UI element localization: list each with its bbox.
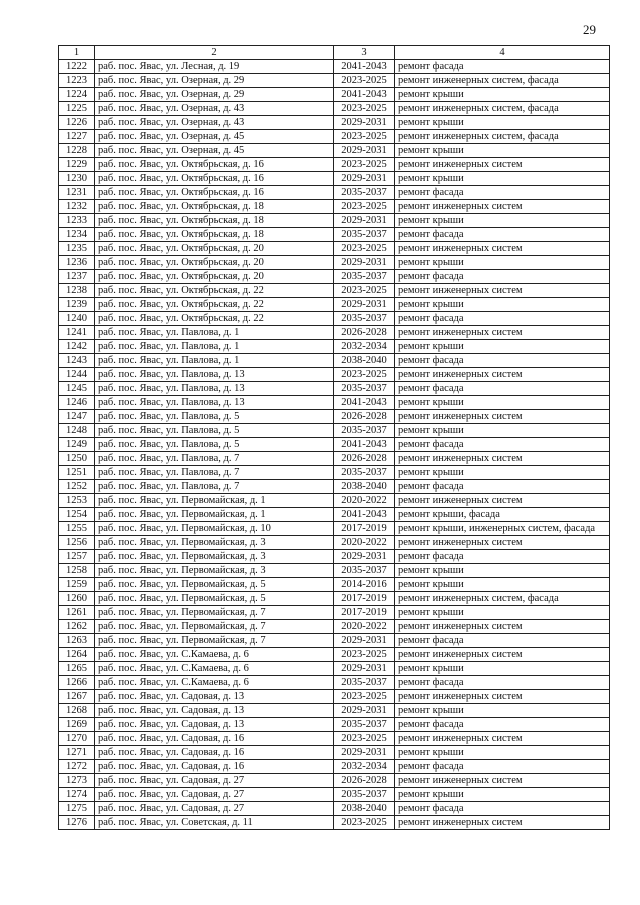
address-cell: раб. пос. Явас, ул. Октябрьская, д. 18 [95,228,334,242]
period-cell: 2029-2031 [334,662,395,676]
row-number-cell: 1268 [59,704,95,718]
address-cell: раб. пос. Явас, ул. Павлова, д. 7 [95,480,334,494]
work-type-cell: ремонт инженерных систем [395,536,610,550]
period-cell: 2035-2037 [334,186,395,200]
row-number-cell: 1270 [59,732,95,746]
table-row [59,410,610,424]
work-type-cell: ремонт крыши, фасада [395,508,610,522]
period-cell: 2026-2028 [334,774,395,788]
row-number-cell: 1259 [59,578,95,592]
period-cell: 2035-2037 [334,424,395,438]
row-number-cell: 1260 [59,592,95,606]
row-number-cell: 1231 [59,186,95,200]
work-type-cell: ремонт инженерных систем [395,242,610,256]
row-number-cell: 1222 [59,60,95,74]
table-row [59,816,610,830]
table-row [59,298,610,312]
work-type-cell: ремонт крыши [395,298,610,312]
work-type-cell: ремонт инженерных систем [395,452,610,466]
table-row [59,60,610,74]
address-cell: раб. пос. Явас, ул. Садовая, д. 16 [95,760,334,774]
address-cell: раб. пос. Явас, ул. Павлова, д. 13 [95,396,334,410]
period-cell: 2026-2028 [334,410,395,424]
row-number-cell: 1267 [59,690,95,704]
table-row [59,578,610,592]
row-number-cell: 1226 [59,116,95,130]
address-cell: раб. пос. Явас, ул. Садовая, д. 16 [95,746,334,760]
work-type-cell: ремонт фасада [395,60,610,74]
table-row [59,158,610,172]
row-number-cell: 1272 [59,760,95,774]
period-cell: 2020-2022 [334,536,395,550]
address-cell: раб. пос. Явас, ул. Павлова, д. 7 [95,466,334,480]
address-cell: раб. пос. Явас, ул. Павлова, д. 5 [95,410,334,424]
work-type-cell: ремонт инженерных систем, фасада [395,592,610,606]
address-cell: раб. пос. Явас, ул. Первомайская, д. 3 [95,550,334,564]
table-row [59,116,610,130]
work-type-cell: ремонт крыши [395,662,610,676]
row-number-cell: 1255 [59,522,95,536]
address-cell: раб. пос. Явас, ул. Садовая, д. 27 [95,774,334,788]
table-row [59,102,610,116]
row-number-cell: 1238 [59,284,95,298]
row-number-cell: 1265 [59,662,95,676]
table-row [59,732,610,746]
row-number-cell: 1242 [59,340,95,354]
period-cell: 2017-2019 [334,522,395,536]
work-type-cell: ремонт инженерных систем [395,158,610,172]
row-number-cell: 1225 [59,102,95,116]
table-row [59,522,610,536]
address-cell: раб. пос. Явас, ул. Октябрьская, д. 22 [95,312,334,326]
period-cell: 2035-2037 [334,270,395,284]
address-cell: раб. пос. Явас, ул. Первомайская, д. 7 [95,606,334,620]
period-cell: 2017-2019 [334,606,395,620]
row-number-cell: 1251 [59,466,95,480]
table-row [59,214,610,228]
work-type-cell: ремонт крыши [395,746,610,760]
table-row [59,648,610,662]
work-type-cell: ремонт инженерных систем [395,816,610,830]
row-number-cell: 1240 [59,312,95,326]
table-row [59,550,610,564]
column-header-period: 3 [334,46,395,60]
table-row [59,718,610,732]
table-row [59,536,610,550]
work-type-cell: ремонт фасада [395,802,610,816]
address-cell: раб. пос. Явас, ул. Павлова, д. 1 [95,354,334,368]
column-header-work-type: 4 [395,46,610,60]
row-number-cell: 1248 [59,424,95,438]
work-type-cell: ремонт крыши [395,466,610,480]
period-cell: 2038-2040 [334,354,395,368]
work-type-cell: ремонт крыши [395,564,610,578]
table-row [59,74,610,88]
work-type-cell: ремонт инженерных систем [395,284,610,298]
work-type-cell: ремонт фасада [395,550,610,564]
table-row [59,270,610,284]
period-cell: 2029-2031 [334,214,395,228]
table-row [59,508,610,522]
table-row [59,592,610,606]
table-row [59,438,610,452]
row-number-cell: 1236 [59,256,95,270]
period-cell: 2023-2025 [334,74,395,88]
work-type-cell: ремонт крыши [395,704,610,718]
table-row [59,144,610,158]
row-number-cell: 1241 [59,326,95,340]
address-cell: раб. пос. Явас, ул. Первомайская, д. 3 [95,536,334,550]
address-cell: раб. пос. Явас, ул. Садовая, д. 13 [95,718,334,732]
address-cell: раб. пос. Явас, ул. Первомайская, д. 5 [95,578,334,592]
work-type-cell: ремонт инженерных систем, фасада [395,130,610,144]
work-type-cell: ремонт фасада [395,354,610,368]
table-row [59,494,610,508]
row-number-cell: 1261 [59,606,95,620]
work-type-cell: ремонт крыши [395,172,610,186]
table-row [59,620,610,634]
period-cell: 2029-2031 [334,144,395,158]
address-cell: раб. пос. Явас, ул. Октябрьская, д. 20 [95,270,334,284]
row-number-cell: 1256 [59,536,95,550]
period-cell: 2029-2031 [334,550,395,564]
period-cell: 2035-2037 [334,676,395,690]
table-row [59,788,610,802]
table-row [59,424,610,438]
row-number-cell: 1224 [59,88,95,102]
period-cell: 2023-2025 [334,242,395,256]
table-body [59,60,610,830]
work-type-cell: ремонт инженерных систем [395,326,610,340]
address-cell: раб. пос. Явас, ул. Садовая, д. 16 [95,732,334,746]
address-cell: раб. пос. Явас, ул. Садовая, д. 27 [95,788,334,802]
table-row [59,186,610,200]
row-number-cell: 1252 [59,480,95,494]
address-cell: раб. пос. Явас, ул. Садовая, д. 13 [95,704,334,718]
period-cell: 2038-2040 [334,480,395,494]
address-cell: раб. пос. Явас, ул. Октябрьская, д. 22 [95,298,334,312]
row-number-cell: 1258 [59,564,95,578]
address-cell: раб. пос. Явас, ул. Октябрьская, д. 16 [95,172,334,186]
address-cell: раб. пос. Явас, ул. Октябрьская, д. 18 [95,214,334,228]
row-number-cell: 1245 [59,382,95,396]
period-cell: 2035-2037 [334,788,395,802]
table-row [59,760,610,774]
address-cell: раб. пос. Явас, ул. Лесная, д. 19 [95,60,334,74]
work-type-cell: ремонт крыши [395,340,610,354]
work-type-cell: ремонт фасада [395,186,610,200]
address-cell: раб. пос. Явас, ул. Советская, д. 11 [95,816,334,830]
period-cell: 2035-2037 [334,564,395,578]
work-type-cell: ремонт крыши [395,606,610,620]
period-cell: 2035-2037 [334,228,395,242]
period-cell: 2026-2028 [334,452,395,466]
work-type-cell: ремонт инженерных систем [395,732,610,746]
work-type-cell: ремонт фасада [395,228,610,242]
address-cell: раб. пос. Явас, ул. Первомайская, д. 7 [95,620,334,634]
period-cell: 2032-2034 [334,340,395,354]
row-number-cell: 1274 [59,788,95,802]
row-number-cell: 1228 [59,144,95,158]
work-type-cell: ремонт инженерных систем [395,648,610,662]
table-row [59,326,610,340]
row-number-cell: 1246 [59,396,95,410]
table-row [59,368,610,382]
work-type-cell: ремонт крыши [395,424,610,438]
period-cell: 2035-2037 [334,312,395,326]
table-row [59,396,610,410]
table-row [59,452,610,466]
address-cell: раб. пос. Явас, ул. Октябрьская, д. 22 [95,284,334,298]
work-type-cell: ремонт крыши [395,144,610,158]
work-type-cell: ремонт крыши [395,88,610,102]
table-row [59,466,610,480]
address-cell: раб. пос. Явас, ул. Первомайская, д. 10 [95,522,334,536]
period-cell: 2041-2043 [334,396,395,410]
table-row [59,662,610,676]
row-number-cell: 1244 [59,368,95,382]
table-row [59,802,610,816]
table-row [59,606,610,620]
address-cell: раб. пос. Явас, ул. Садовая, д. 13 [95,690,334,704]
row-number-cell: 1275 [59,802,95,816]
row-number-cell: 1276 [59,816,95,830]
work-type-cell: ремонт фасада [395,480,610,494]
address-cell: раб. пос. Явас, ул. Павлова, д. 5 [95,424,334,438]
period-cell: 2032-2034 [334,760,395,774]
address-cell: раб. пос. Явас, ул. Озерная, д. 43 [95,102,334,116]
row-number-cell: 1262 [59,620,95,634]
period-cell: 2014-2016 [334,578,395,592]
row-number-cell: 1266 [59,676,95,690]
address-cell: раб. пос. Явас, ул. Октябрьская, д. 18 [95,200,334,214]
repair-schedule-table [58,45,610,830]
work-type-cell: ремонт фасада [395,438,610,452]
period-cell: 2023-2025 [334,200,395,214]
work-type-cell: ремонт инженерных систем [395,774,610,788]
table-row [59,172,610,186]
address-cell: раб. пос. Явас, ул. С.Камаева, д. 6 [95,662,334,676]
address-cell: раб. пос. Явас, ул. Октябрьская, д. 16 [95,158,334,172]
address-cell: раб. пос. Явас, ул. Озерная, д. 29 [95,74,334,88]
row-number-cell: 1257 [59,550,95,564]
row-number-cell: 1232 [59,200,95,214]
period-cell: 2023-2025 [334,732,395,746]
work-type-cell: ремонт фасада [395,312,610,326]
table-row [59,256,610,270]
period-cell: 2029-2031 [334,634,395,648]
table-row [59,774,610,788]
work-type-cell: ремонт фасада [395,270,610,284]
row-number-cell: 1250 [59,452,95,466]
period-cell: 2038-2040 [334,802,395,816]
work-type-cell: ремонт инженерных систем [395,368,610,382]
table-row [59,242,610,256]
table-row [59,340,610,354]
period-cell: 2035-2037 [334,466,395,480]
period-cell: 2041-2043 [334,438,395,452]
work-type-cell: ремонт фасада [395,634,610,648]
page-number: 29 [583,22,596,37]
work-type-cell: ремонт крыши [395,214,610,228]
address-cell: раб. пос. Явас, ул. Октябрьская, д. 16 [95,186,334,200]
period-cell: 2029-2031 [334,256,395,270]
work-type-cell: ремонт инженерных систем [395,410,610,424]
table-row [59,746,610,760]
period-cell: 2026-2028 [334,326,395,340]
table-row [59,130,610,144]
table-row [59,88,610,102]
table-row [59,354,610,368]
address-cell: раб. пос. Явас, ул. Октябрьская, д. 20 [95,256,334,270]
period-cell: 2023-2025 [334,102,395,116]
address-cell: раб. пос. Явас, ул. Павлова, д. 1 [95,326,334,340]
period-cell: 2023-2025 [334,816,395,830]
address-cell: раб. пос. Явас, ул. Первомайская, д. 5 [95,592,334,606]
address-cell: раб. пос. Явас, ул. Озерная, д. 43 [95,116,334,130]
period-cell: 2020-2022 [334,494,395,508]
period-cell: 2029-2031 [334,172,395,186]
work-type-cell: ремонт инженерных систем, фасада [395,102,610,116]
table-row [59,312,610,326]
period-cell: 2029-2031 [334,116,395,130]
row-number-cell: 1227 [59,130,95,144]
period-cell: 2029-2031 [334,704,395,718]
work-type-cell: ремонт крыши [395,578,610,592]
work-type-cell: ремонт фасада [395,718,610,732]
table-row [59,228,610,242]
period-cell: 2041-2043 [334,88,395,102]
period-cell: 2023-2025 [334,158,395,172]
work-type-cell: ремонт инженерных систем, фасада [395,74,610,88]
row-number-cell: 1249 [59,438,95,452]
table-row [59,564,610,578]
period-cell: 2020-2022 [334,620,395,634]
address-cell: раб. пос. Явас, ул. Первомайская, д. 1 [95,508,334,522]
work-type-cell: ремонт крыши [395,396,610,410]
address-cell: раб. пос. Явас, ул. Озерная, д. 29 [95,88,334,102]
address-cell: раб. пос. Явас, ул. Садовая, д. 27 [95,802,334,816]
work-type-cell: ремонт крыши, инженерных систем, фасада [395,522,610,536]
row-number-cell: 1243 [59,354,95,368]
work-type-cell: ремонт крыши [395,256,610,270]
table-row [59,634,610,648]
period-cell: 2029-2031 [334,298,395,312]
work-type-cell: ремонт инженерных систем [395,200,610,214]
table-row [59,200,610,214]
column-header-number: 1 [59,46,95,60]
address-cell: раб. пос. Явас, ул. Первомайская, д. 3 [95,564,334,578]
row-number-cell: 1237 [59,270,95,284]
address-cell: раб. пос. Явас, ул. Павлова, д. 5 [95,438,334,452]
work-type-cell: ремонт фасада [395,760,610,774]
address-cell: раб. пос. Явас, ул. Павлова, д. 1 [95,340,334,354]
address-cell: раб. пос. Явас, ул. Озерная, д. 45 [95,130,334,144]
period-cell: 2023-2025 [334,284,395,298]
table-header-row [59,46,610,60]
table-row [59,690,610,704]
row-number-cell: 1264 [59,648,95,662]
row-number-cell: 1229 [59,158,95,172]
period-cell: 2035-2037 [334,382,395,396]
address-cell: раб. пос. Явас, ул. Павлова, д. 7 [95,452,334,466]
address-cell: раб. пос. Явас, ул. Первомайская, д. 7 [95,634,334,648]
period-cell: 2017-2019 [334,592,395,606]
row-number-cell: 1233 [59,214,95,228]
address-cell: раб. пос. Явас, ул. Озерная, д. 45 [95,144,334,158]
address-cell: раб. пос. Явас, ул. С.Камаева, д. 6 [95,676,334,690]
row-number-cell: 1234 [59,228,95,242]
row-number-cell: 1253 [59,494,95,508]
row-number-cell: 1263 [59,634,95,648]
work-type-cell: ремонт инженерных систем [395,494,610,508]
work-type-cell: ремонт крыши [395,116,610,130]
period-cell: 2029-2031 [334,746,395,760]
work-type-cell: ремонт фасада [395,676,610,690]
table-row [59,382,610,396]
row-number-cell: 1223 [59,74,95,88]
table-row [59,704,610,718]
address-cell: раб. пос. Явас, ул. С.Камаева, д. 6 [95,648,334,662]
table-row [59,284,610,298]
row-number-cell: 1254 [59,508,95,522]
row-number-cell: 1273 [59,774,95,788]
table-row [59,676,610,690]
work-type-cell: ремонт инженерных систем [395,690,610,704]
address-cell: раб. пос. Явас, ул. Первомайская, д. 1 [95,494,334,508]
period-cell: 2023-2025 [334,368,395,382]
period-cell: 2023-2025 [334,130,395,144]
work-type-cell: ремонт инженерных систем [395,620,610,634]
row-number-cell: 1235 [59,242,95,256]
work-type-cell: ремонт крыши [395,788,610,802]
period-cell: 2023-2025 [334,648,395,662]
period-cell: 2035-2037 [334,718,395,732]
table-row [59,480,610,494]
period-cell: 2041-2043 [334,508,395,522]
row-number-cell: 1271 [59,746,95,760]
work-type-cell: ремонт фасада [395,382,610,396]
address-cell: раб. пос. Явас, ул. Октябрьская, д. 20 [95,242,334,256]
period-cell: 2041-2043 [334,60,395,74]
address-cell: раб. пос. Явас, ул. Павлова, д. 13 [95,382,334,396]
column-header-address: 2 [95,46,334,60]
row-number-cell: 1239 [59,298,95,312]
address-cell: раб. пос. Явас, ул. Павлова, д. 13 [95,368,334,382]
row-number-cell: 1247 [59,410,95,424]
row-number-cell: 1230 [59,172,95,186]
row-number-cell: 1269 [59,718,95,732]
period-cell: 2023-2025 [334,690,395,704]
